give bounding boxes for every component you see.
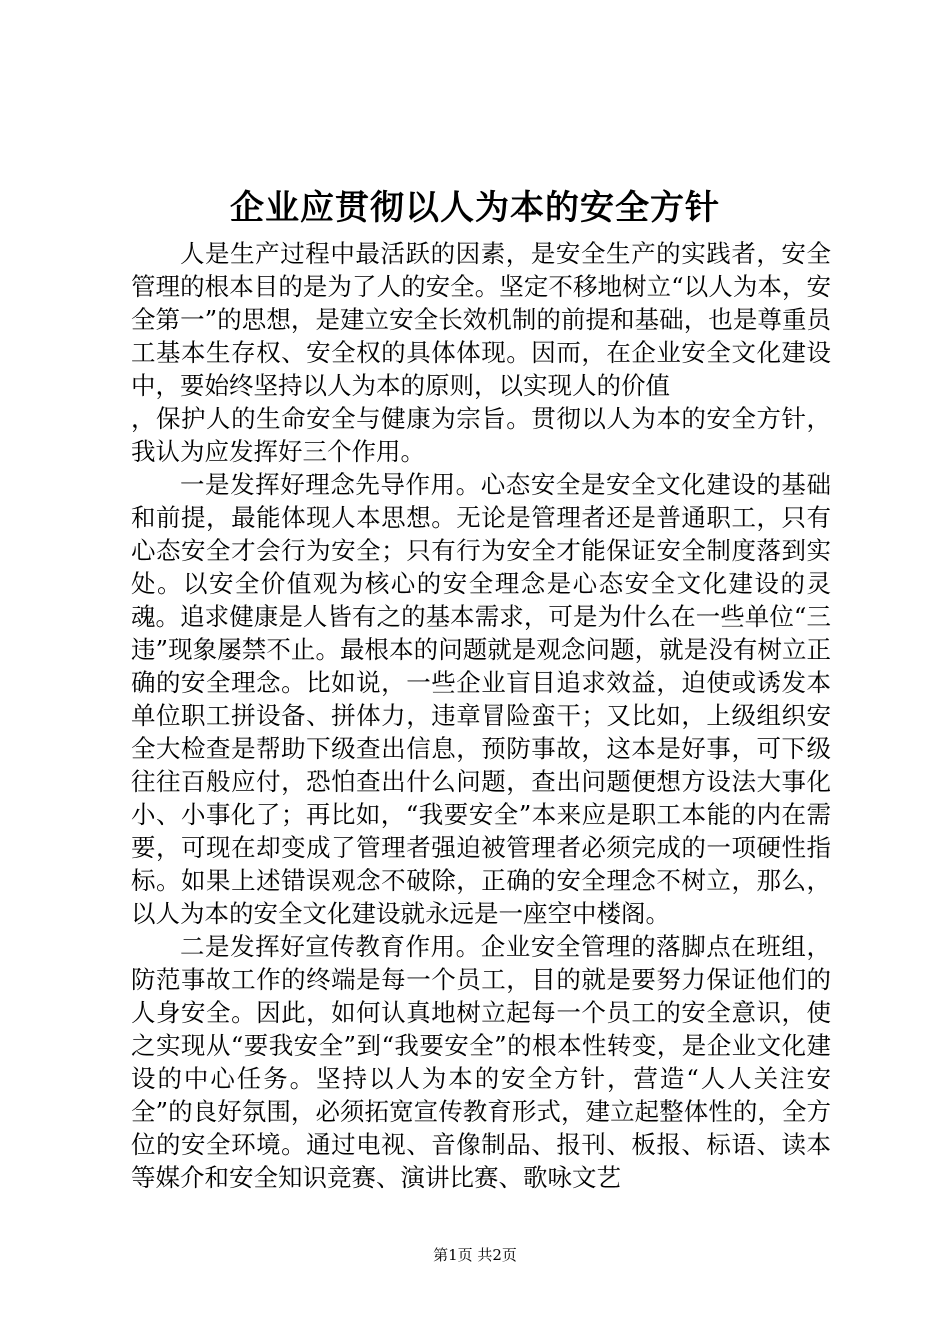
paragraph-concept-guidance: 一是发挥好理念先导作用。心态安全是安全文化建设的基础和前提，最能体现人本思想。无论是管理者还是普通职工，只有心态安全才会行为安全；只有行为安全才能保证安全制度落到实处。以安全价值观为核心的安全理念是心态安全文化建设的灵魂。追求健康是人皆有之的基本需求，可是为什么在一些单位“三违”现象屡禁不止。最根本的问题就是观念问题，就是没有树立正确的安全理念。比如说，一些企业盲目追求效益，迫使或诱发本单位职工拼设备、拼体力，违章冒险蛮干；又比如，上级组织安全大检查是帮助下级查出信息，预防事故，这本是好事，可下级往往百般应付，恐怕查出什么问题，查出问题便想方设法大事化小、小事化了；再比如，“我要安全”本来应是职工本能的内在需要，可现在却变成了管理者强迫被管理者必须完成的一项硬性指标。如果上述错误观念不破除，正确的安全理念不树立，那么，以人为本的安全文化建设就永远是一座空中楼阁。 bbox=[131, 470, 831, 928]
page-footer: 第1页 共2页 bbox=[433, 1246, 517, 1264]
paragraph-intro-continued: ，保护人的生命安全与健康为宗旨。贯彻以人为本的安全方针，我认为应发挥好三个作用。 bbox=[131, 404, 831, 466]
document-title: 企业应贯彻以人为本的安全方针 bbox=[230, 188, 720, 228]
document-body bbox=[131, 237, 831, 1194]
paragraph-publicity-education: 二是发挥好宣传教育作用。企业安全管理的落脚点在班组，防范事故工作的终端是每一个员工，目的就是要努力保证他们的人身安全。因此，如何认真地树立起每一个员工的安全意识，使之实现从“要我安全”到“我要安全”的根本性转变，是企业文化建设的中心任务。坚持以人为本的安全方针，营造“人人关注安全”的良好氛围，必须拓宽宣传教育形式，建立起整体性的，全方位的安全环境。通过电视、音像制品、报刊、板报、标语、读本等媒介和安全知识竞赛、演讲比赛、歌咏文艺 bbox=[131, 932, 831, 1192]
paragraph-intro: 人是生产过程中最活跃的因素，是安全生产的实践者，安全管理的根本目的是为了人的安全。坚定不移地树立“以人为本，安全第一”的思想，是建立安全长效机制的前提和基础，也是尊重员工基本生存权、安全权的具体体现。因而，在企业安全文化建设中，要始终坚持以人为本的原则，以实现人的价值 bbox=[131, 239, 831, 400]
